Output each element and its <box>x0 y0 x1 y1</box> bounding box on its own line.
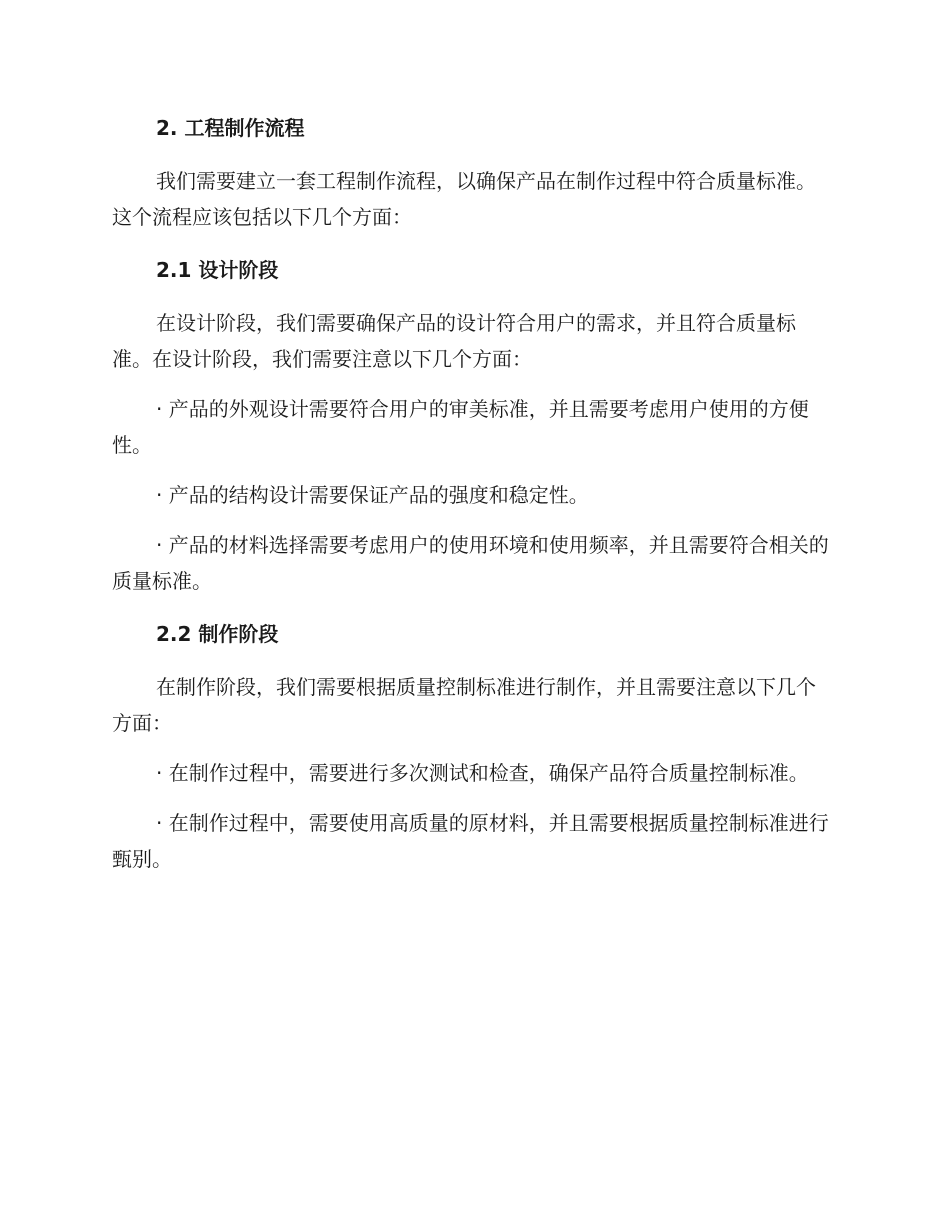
section-2-1-intro: 在设计阶段，我们需要确保产品的设计符合用户的需求，并且符合质量标准。在设计阶段，我们需要注意以下几个方面： <box>112 311 796 371</box>
section-2-heading: 2. 工程制作流程 <box>156 116 305 140</box>
section-2-2-intro: 在制作阶段，我们需要根据质量控制标准进行制作，并且需要注意以下几个方面： <box>112 675 816 735</box>
document-body <box>112 108 832 877</box>
list-item: · 产品的材料选择需要考虑用户的使用环境和使用频率，并且需要符合相关的质量标准。 <box>112 533 829 593</box>
list-item: · 产品的结构设计需要保证产品的强度和稳定性。 <box>156 483 589 507</box>
list-item: · 产品的外观设计需要符合用户的审美标准，并且需要考虑用户使用的方便性。 <box>112 397 809 457</box>
section-2-2-heading: 2.2 制作阶段 <box>156 622 279 646</box>
section-2-1-heading: 2.1 设计阶段 <box>156 258 279 282</box>
list-item: · 在制作过程中，需要使用高质量的原材料，并且需要根据质量控制标准进行甄别。 <box>112 811 829 871</box>
section-2-intro: 我们需要建立一套工程制作流程，以确保产品在制作过程中符合质量标准。这个流程应该包括以下几个方面： <box>112 169 816 229</box>
list-item: · 在制作过程中，需要进行多次测试和检查，确保产品符合质量控制标准。 <box>156 761 809 785</box>
